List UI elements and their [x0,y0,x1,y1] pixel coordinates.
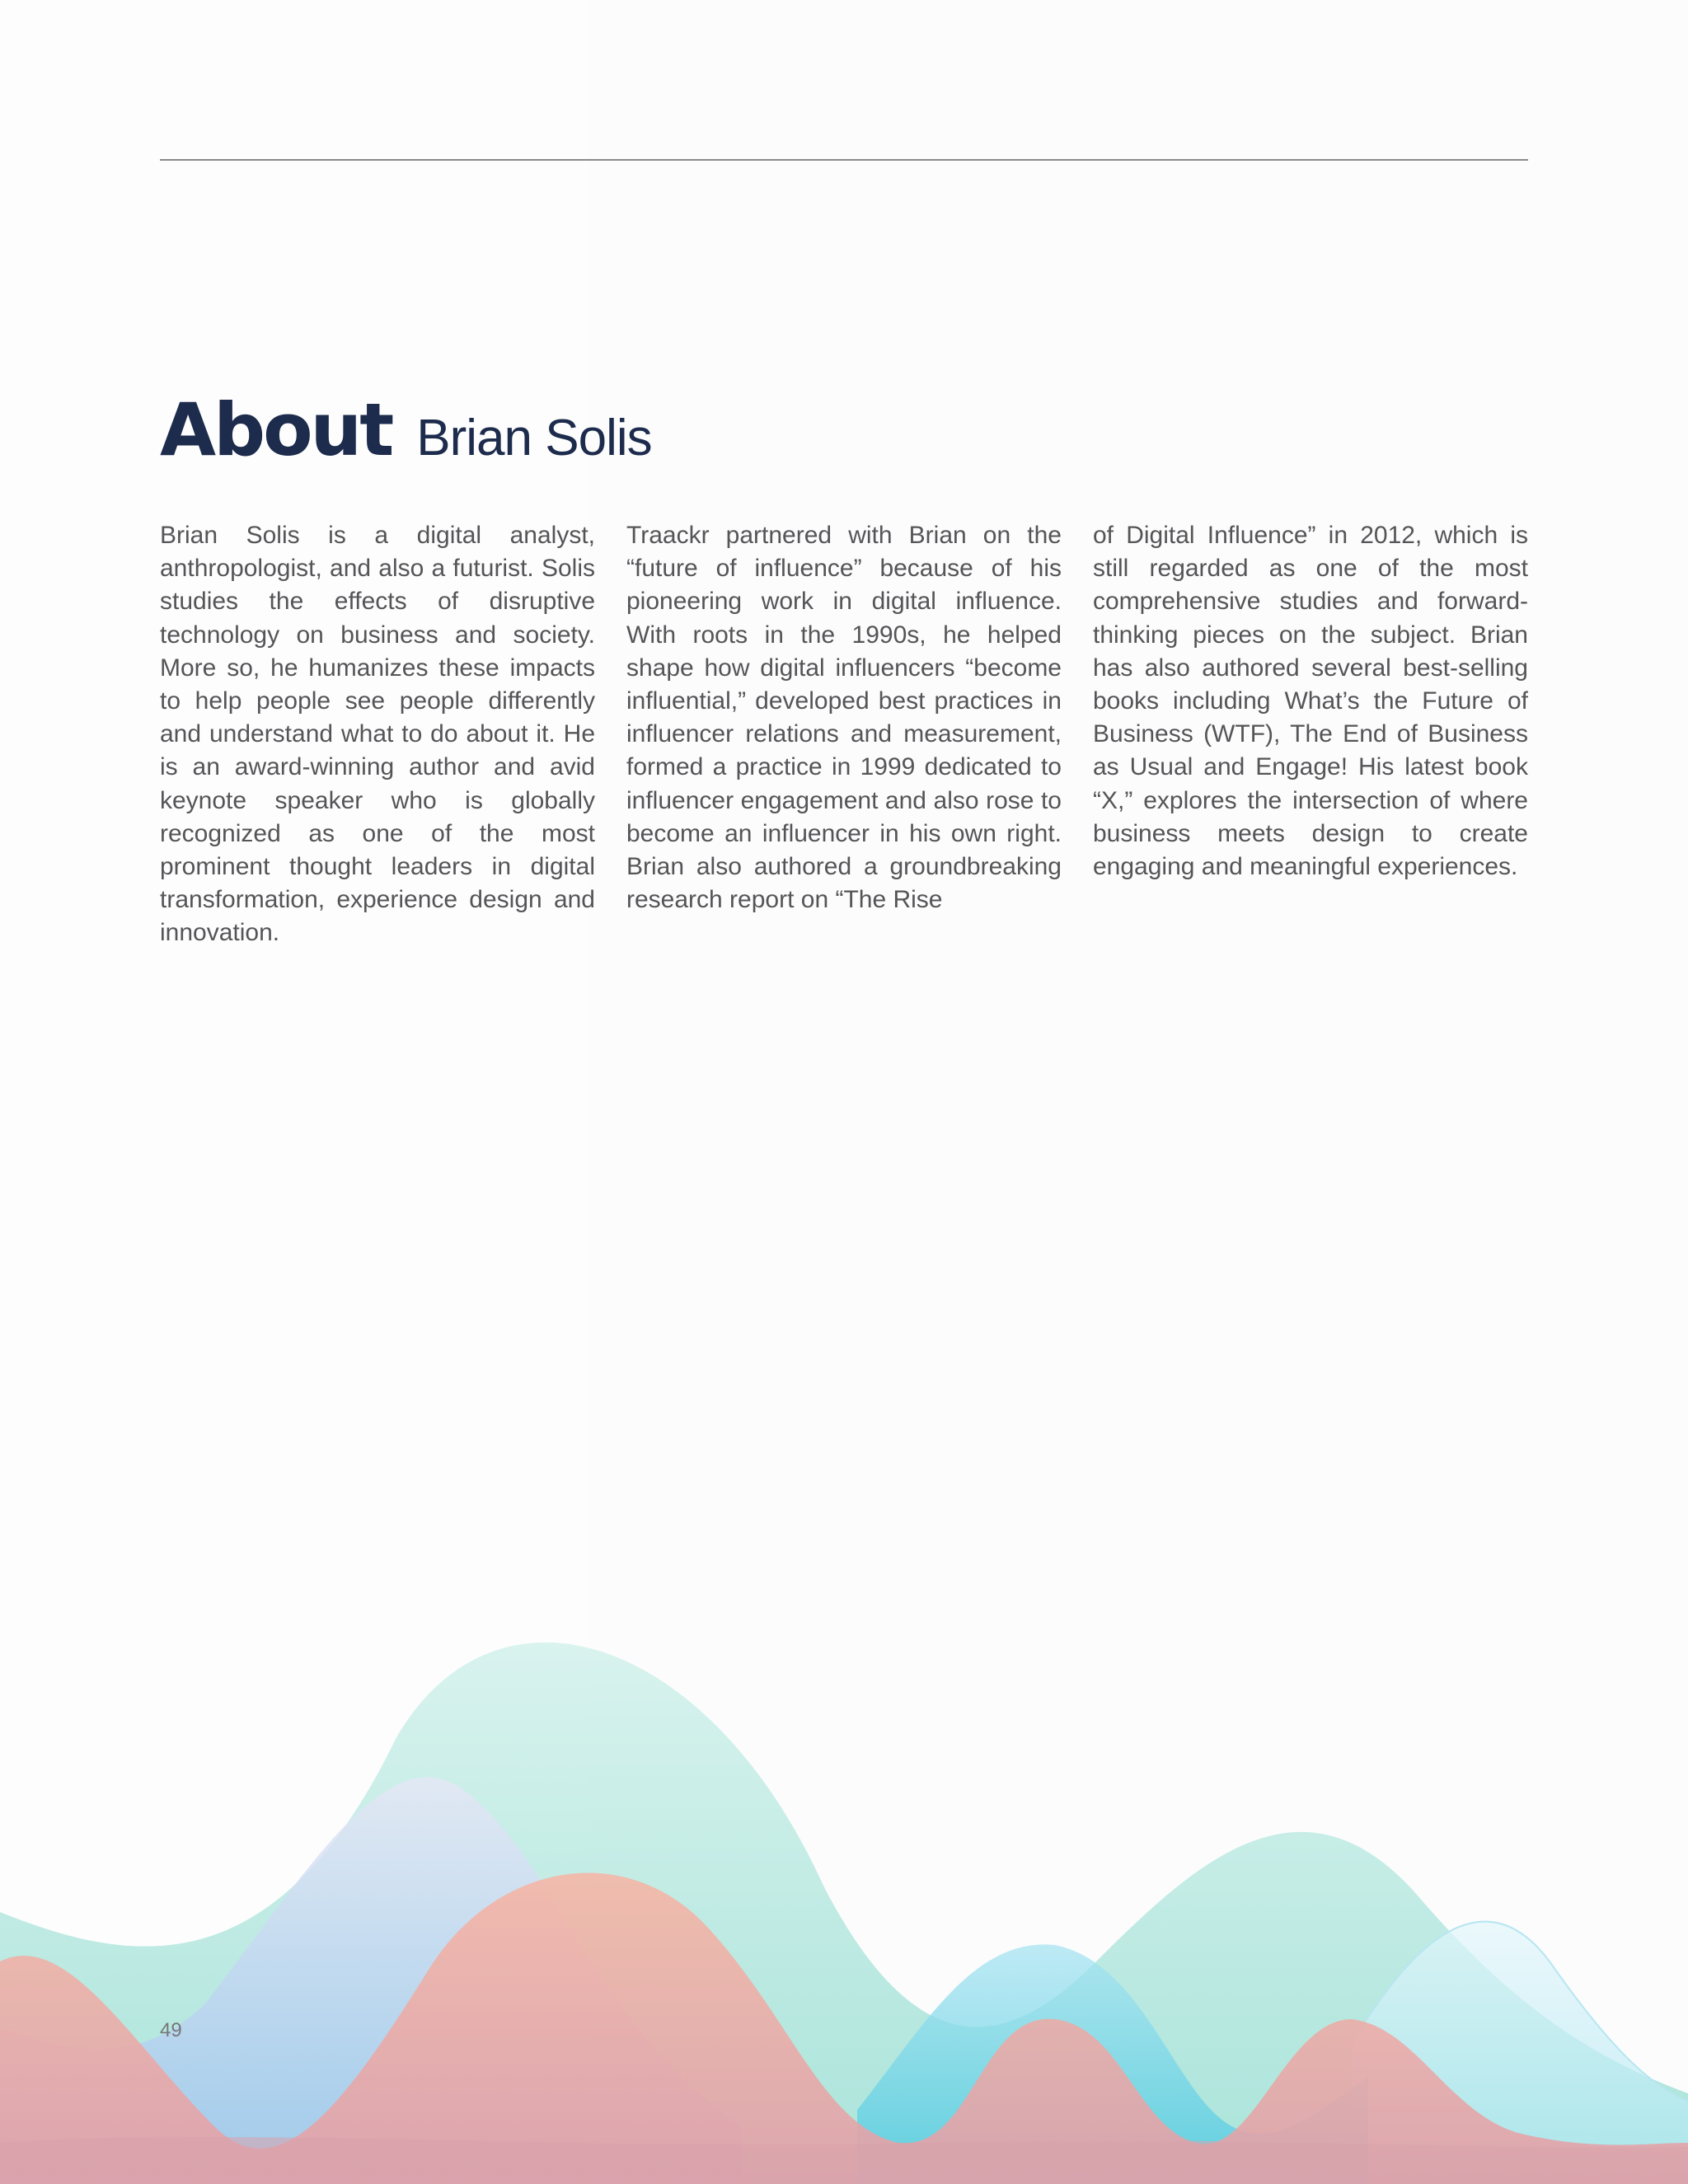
page-heading [160,387,652,478]
body-columns [160,519,1528,950]
body-column-2: Traackr partnered with Brian on the “future of influence” because of his pioneering work in digital influence. With roots in the 1990s, he helped shape how digital influencers “become influential,” developed best practices in influencer relations and measurement, formed a practice in 1999 dedicated to influencer engagement and also rose to become an influencer in his own right. Brian also authored a groundbreaking research report on “The Rise [626,522,1062,914]
body-column-3: of Digital Influence” in 2012, which is still regarded as one of the most comprehensive studies and forward-thinking pieces on the subject. Brian has also authored several best-selling books including What’s the Future of Business (WTF), The End of Business as Usual and Engage! His latest book “X,” explores the intersection of where business meets design to create engaging and meaningful experiences. [1093,522,1528,881]
heading-person-name: Brian Solis [416,410,652,466]
top-divider-rule [160,159,1528,161]
page-number: 49 [160,2019,182,2041]
decorative-waves [0,1615,1688,2184]
heading-about-word: About [160,387,392,472]
body-column-1: Brian Solis is a digital analyst, anthropologist, and also a futurist. Solis studies the effects of disruptive technology on business and society. More so, he humanizes these impacts to help people see people differently and understand what to do about it. He is an award-winning author and avid keynote speaker who is globally recognized as one of the most prominent thought leaders in digital transformation, experience design and innovation. [160,522,595,947]
